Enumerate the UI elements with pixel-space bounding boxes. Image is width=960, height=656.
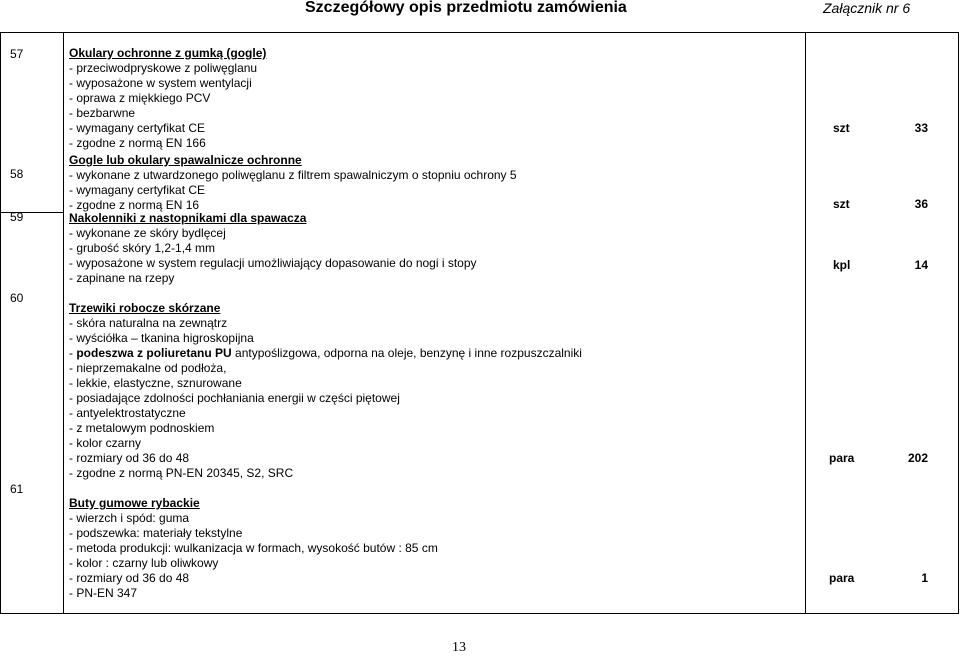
spec-line: - posiadające zdolności pochłaniania energii w części piętowej (69, 391, 400, 405)
unit-label: kpl (833, 258, 851, 272)
row-number: 57 (10, 47, 24, 61)
quantity-value: 202 (907, 451, 928, 465)
spec-line: - wykonane z utwardzonego poliwęglanu z filtrem spawalniczym o stopniu ochrony 5 (69, 168, 517, 182)
spec-line-prefix: - (69, 346, 77, 360)
row-number: 58 (10, 167, 24, 181)
spec-line: - wyściółka – tkanina higroskopijna (69, 331, 254, 345)
spec-line: - zgodne z normą EN 16 (69, 198, 200, 212)
table-border-top (0, 32, 959, 33)
item-description (69, 496, 438, 601)
quantity-value: 1 (921, 571, 928, 585)
page-number: 13 (452, 640, 466, 655)
spec-line: - przeciwodpryskowe z poliwęglanu (69, 61, 258, 75)
spec-line: - wykonane ze skóry bydlęcej (69, 226, 226, 240)
spec-line: - wymagany certyfikat CE (69, 183, 206, 197)
spec-line: - rozmiary od 36 do 48 (69, 571, 190, 585)
spec-line: - z metalowym podnoskiem (69, 421, 215, 435)
quantity-value: 14 (914, 258, 928, 272)
spec-line: - wyposażone w system wentylacji (69, 76, 252, 90)
quantity-value: 36 (914, 197, 928, 211)
item-title: Buty gumowe rybackie (69, 496, 200, 510)
spec-line: - lekkie, elastyczne, sznurowane (69, 376, 242, 390)
unit-label: para (829, 451, 855, 465)
quantity-value: 33 (914, 121, 928, 135)
row-number: 59 (10, 210, 24, 224)
spec-line: - rozmiary od 36 do 48 (69, 451, 190, 465)
row-number: 60 (10, 291, 24, 305)
document-title: Szczegółowy opis przedmiotu zamówienia (305, 0, 627, 16)
spec-line: - wyposażone w system regulacji umożliwiający dopasowanie do nogi i stopy (69, 256, 477, 270)
column-divider-number (63, 32, 64, 614)
spec-line: - nieprzemakalne od podłoża, (69, 361, 227, 375)
table-border-left (0, 32, 1, 614)
item-title: Gogle lub okulary spawalnicze ochronne (69, 153, 302, 167)
annex-label: Załącznik nr 6 (823, 0, 911, 16)
item-description (69, 301, 582, 481)
sole-properties: antypoślizgowa, odporna na oleje, benzynę i inne rozpuszczalniki (231, 346, 582, 360)
spec-line: - metoda produkcji: wulkanizacja w formach, wysokość butów : 85 cm (69, 541, 438, 555)
spec-line: - wymagany certyfikat CE (69, 121, 206, 135)
spec-line: - PN-EN 347 (69, 586, 138, 600)
spec-line: - oprawa z miękkiego PCV (69, 91, 211, 105)
spec-line: - bezbarwne (69, 106, 136, 120)
spec-line-sole (69, 346, 582, 361)
item-title: Nakolenniki z nastopnikami dla spawacza (69, 211, 307, 225)
spec-line: - kolor : czarny lub oliwkowy (69, 556, 219, 570)
spec-line: - skóra naturalna na zewnątrz (69, 316, 228, 330)
sole-material: podeszwa z poliuretanu PU (76, 346, 232, 360)
document-header (0, 0, 960, 24)
spec-line: - podszewka: materiały tekstylne (69, 526, 243, 540)
item-description (69, 153, 517, 213)
item-title: Trzewiki robocze skórzane (69, 301, 221, 315)
column-divider-quantity (805, 32, 806, 614)
spec-line: - zapinane na rzepy (69, 271, 175, 285)
spec-line: - zgodne z normą PN-EN 20345, S2, SRC (69, 466, 294, 480)
unit-label: para (829, 571, 855, 585)
spec-line: - zgodne z normą EN 166 (69, 136, 206, 150)
spec-line: - kolor czarny (69, 436, 142, 450)
table-border-bottom (0, 613, 959, 614)
row-number: 61 (10, 482, 24, 496)
item-title: Okulary ochronne z gumką (gogle) (69, 46, 267, 60)
spec-line: - wierzch i spód: guma (69, 511, 190, 525)
spec-line: - grubość skóry 1,2-1,4 mm (69, 241, 216, 255)
unit-label: szt (833, 197, 850, 211)
item-description (69, 211, 477, 286)
item-description (69, 46, 266, 151)
spec-line: - antyelektrostatyczne (69, 406, 186, 420)
unit-label: szt (833, 121, 850, 135)
table-border-right (958, 32, 959, 614)
